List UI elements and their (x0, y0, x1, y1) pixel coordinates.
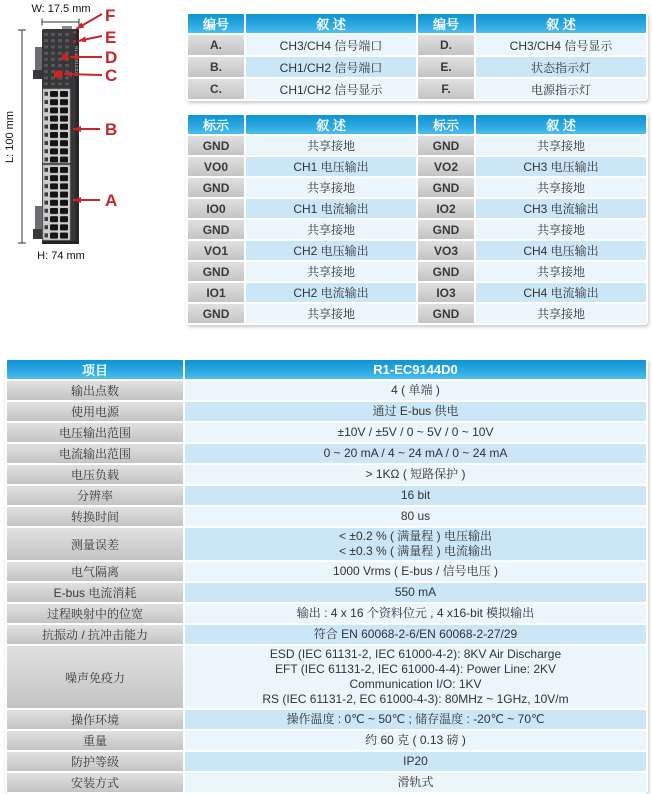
spec-value-line: ±10V / ±5V / 0 ~ 5V / 0 ~ 10V (337, 425, 494, 439)
column-header: 标示 (188, 115, 244, 134)
port-desc: CH1/CH2 信号端口 (246, 57, 416, 77)
column-header: 叙 述 (246, 115, 416, 134)
spec-value-line: ESD (IEC 61131-2, IEC 61000-4-2): 8KV Air Discharge (269, 647, 562, 661)
spec-value-line: < ±0.3 % ( 满量程 ) 电流输出 (339, 544, 492, 558)
pin-id: GND (188, 220, 244, 239)
pins-table (186, 113, 648, 325)
pin-desc: CH4 电流输出 (476, 283, 646, 302)
spec-value (185, 486, 646, 505)
spec-value-line: > 1KΩ ( 短路保护 ) (365, 467, 466, 481)
callout-E: E (105, 28, 117, 47)
table-row (7, 752, 646, 771)
spec-label: 安装方式 (7, 773, 183, 792)
spec-label: 噪声免疫力 (7, 646, 183, 708)
width-dimension-line (42, 19, 79, 26)
spec-label: 电压输出范围 (7, 423, 183, 442)
port-id: E. (418, 57, 474, 77)
port-id: D. (418, 35, 474, 55)
ch34-signal-led-icon (61, 53, 68, 60)
column-header: 叙 述 (476, 14, 646, 33)
spec-value (185, 646, 646, 708)
spec-value (185, 444, 646, 463)
table-row (7, 604, 646, 623)
spec-value-line: 550 mA (394, 585, 437, 599)
table-row (7, 507, 646, 526)
device-diagram (2, 0, 177, 290)
pin-desc: 共享接地 (476, 304, 646, 323)
callout-B: B (105, 120, 118, 139)
pin-id: GND (418, 178, 474, 197)
spec-label: 操作环境 (7, 710, 183, 729)
callout-A: A (105, 191, 118, 210)
table-row (188, 35, 646, 55)
terminal-holes-lower (44, 166, 70, 239)
pin-id: GND (188, 262, 244, 281)
pin-desc: 共享接地 (246, 262, 416, 281)
column-header: 编号 (188, 14, 244, 33)
pin-desc: CH2 电流输出 (246, 283, 416, 302)
pin-id: IO1 (188, 283, 244, 302)
din-clip-bottom-hook (33, 229, 42, 239)
spec-label: 分辨率 (7, 486, 183, 505)
pin-id: VO1 (188, 241, 244, 260)
spec-label: 电流输出范围 (7, 444, 183, 463)
table-row (188, 262, 646, 281)
table-row (7, 625, 646, 644)
table-row (188, 241, 646, 260)
table-row (7, 731, 646, 750)
din-clip-top (35, 47, 42, 74)
table-row (188, 57, 646, 77)
column-header: 项目 (7, 360, 183, 379)
port-desc: CH1/CH2 信号显示 (246, 79, 416, 99)
pin-desc: CH1 电压输出 (246, 157, 416, 176)
pin-desc: CH3 电流输出 (476, 199, 646, 218)
table-row (188, 136, 646, 155)
terminal-holes-upper (44, 90, 70, 163)
module-model-label: R1-EC9144D0 (74, 46, 79, 76)
spec-value (185, 507, 646, 526)
spec-value-line: 80 us (400, 509, 431, 523)
pin-id: GND (418, 220, 474, 239)
spec-value-line: 通过 E-bus 供电 (372, 404, 459, 418)
pin-desc: CH3 电压输出 (476, 157, 646, 176)
spec-label: E-bus 电流消耗 (7, 583, 183, 602)
pin-id: IO2 (418, 199, 474, 218)
module-illustration (2, 0, 177, 290)
spec-value-line: 1000 Vrms ( E-bus / 信号电压 ) (333, 564, 498, 578)
table-row (7, 528, 646, 560)
length-dimension-line (18, 30, 26, 243)
spec-value-line: 滑轨式 (397, 775, 434, 789)
pin-id: VO2 (418, 157, 474, 176)
spec-value (185, 625, 646, 644)
spec-value-line: 0 ~ 20 mA / 4 ~ 24 mA / 0 ~ 24 mA (323, 446, 508, 460)
width-dimension-label: W: 17.5 mm (31, 3, 91, 15)
pin-id: GND (418, 262, 474, 281)
pin-desc: 共享接地 (476, 220, 646, 239)
port-desc: 电源指示灯 (476, 79, 646, 99)
pin-desc: 共享接地 (246, 220, 416, 239)
pin-desc: 共享接地 (476, 178, 646, 197)
table-row (7, 402, 646, 421)
spec-label: 测量误差 (7, 528, 183, 560)
table-row (7, 773, 646, 792)
pin-desc: 共享接地 (246, 136, 416, 155)
spec-value-line: IP20 (403, 754, 428, 768)
pin-desc: 共享接地 (246, 178, 416, 197)
spec-label: 电压负载 (7, 465, 183, 484)
height-dimension-label: H: 74 mm (37, 250, 85, 262)
table-row (188, 220, 646, 239)
pin-id: GND (188, 136, 244, 155)
spec-label: 重量 (7, 731, 183, 750)
spec-label: 防护等级 (7, 752, 183, 771)
spec-value-line: RS (IEC 61131-2, EC 61000-4-3): 80MHz ~ 1GHz, 10V/m (262, 692, 569, 706)
spec-value-line: < ±0.2 % ( 满量程 ) 电压输出 (339, 529, 492, 543)
port-id: B. (188, 57, 244, 77)
spec-value (185, 583, 646, 602)
spec-value-line: 操作温度 : 0℃ ~ 50℃ ; 储存温度 : -20℃ ~ 70℃ (286, 712, 545, 726)
port-id: F. (418, 79, 474, 99)
spec-value (185, 402, 646, 421)
column-header: 叙 述 (246, 14, 416, 33)
column-header: 标示 (418, 115, 474, 134)
ch12-signal-led-icon (54, 71, 63, 78)
pin-id: GND (418, 304, 474, 323)
ports-table-header-row (188, 14, 646, 33)
spec-value-line: 符合 EN 60068-2-6/EN 60068-2-27/29 (313, 627, 518, 641)
pin-id: VO3 (418, 241, 474, 260)
spec-label: 电气隔离 (7, 562, 183, 581)
spec-value-line: 约 60 克 ( 0.13 磅 ) (365, 733, 466, 747)
table-row (188, 157, 646, 176)
table-row (188, 283, 646, 302)
spec-label: 输出点数 (7, 381, 183, 400)
table-row (188, 304, 646, 323)
callout-D: D (105, 48, 118, 67)
spec-label: 转换时间 (7, 507, 183, 526)
table-row (7, 465, 646, 484)
spec-value-line: 输出 : 4 x 16 个资料位元 , 4 x16-bit 模拟输出 (296, 606, 535, 620)
spec-value-line: EFT (IEC 61131-2, IEC 61000-4-4): Power Line: 2KV (274, 662, 557, 676)
table-row (188, 199, 646, 218)
spec-table-header-row (7, 360, 646, 379)
pin-desc: CH1 电流输出 (246, 199, 416, 218)
status-led-icon (73, 40, 76, 43)
pin-desc: 共享接地 (476, 262, 646, 281)
table-row (7, 583, 646, 602)
spec-value (185, 731, 646, 750)
din-clip-top-hook (33, 70, 42, 79)
table-row (7, 381, 646, 400)
table-row (7, 646, 646, 708)
spec-label: 使用电源 (7, 402, 183, 421)
pin-id: GND (188, 178, 244, 197)
spec-value-line: 4 ( 单端 ) (391, 383, 440, 397)
port-id: A. (188, 35, 244, 55)
pin-id: IO3 (418, 283, 474, 302)
spec-value-line: Communication I/O: 1KV (349, 677, 482, 691)
spec-table (5, 358, 648, 794)
spec-value (185, 528, 646, 560)
port-desc: CH3/CH4 信号显示 (476, 35, 646, 55)
table-row (7, 710, 646, 729)
spec-value (185, 752, 646, 771)
pin-desc: 共享接地 (476, 136, 646, 155)
pin-id: VO0 (188, 157, 244, 176)
module-foot (42, 241, 79, 244)
spec-value (185, 710, 646, 729)
column-header: 编号 (418, 14, 474, 33)
port-desc: 状态指示灯 (476, 57, 646, 77)
pin-desc: 共享接地 (246, 304, 416, 323)
pins-table-header-row (188, 115, 646, 134)
callout-F: F (105, 6, 116, 25)
spec-label: 抗振动 / 抗冲击能力 (7, 625, 183, 644)
spec-value (185, 381, 646, 400)
callout-C: C (105, 66, 118, 85)
table-row (188, 178, 646, 197)
spec-value-line: 16 bit (400, 488, 431, 502)
table-row (7, 562, 646, 581)
table-row (7, 486, 646, 505)
model-number-header: R1-EC9144D0 (185, 360, 646, 379)
spec-value (185, 562, 646, 581)
spec-value (185, 773, 646, 792)
spec-value (185, 465, 646, 484)
table-row (7, 423, 646, 442)
pin-id: IO0 (188, 199, 244, 218)
length-dimension-label: L: 100 mm (4, 111, 16, 163)
ports-table (186, 12, 648, 101)
pin-id: GND (418, 136, 474, 155)
spec-value (185, 423, 646, 442)
table-row (188, 79, 646, 99)
spec-label: 过程映射中的位宽 (7, 604, 183, 623)
pin-id: GND (188, 304, 244, 323)
table-row (7, 444, 646, 463)
column-header: 叙 述 (476, 115, 646, 134)
pin-desc: CH4 电压输出 (476, 241, 646, 260)
port-id: C. (188, 79, 244, 99)
port-desc: CH3/CH4 信号端口 (246, 35, 416, 55)
power-led-icon (73, 31, 76, 34)
pin-desc: CH2 电压输出 (246, 241, 416, 260)
spec-value (185, 604, 646, 623)
